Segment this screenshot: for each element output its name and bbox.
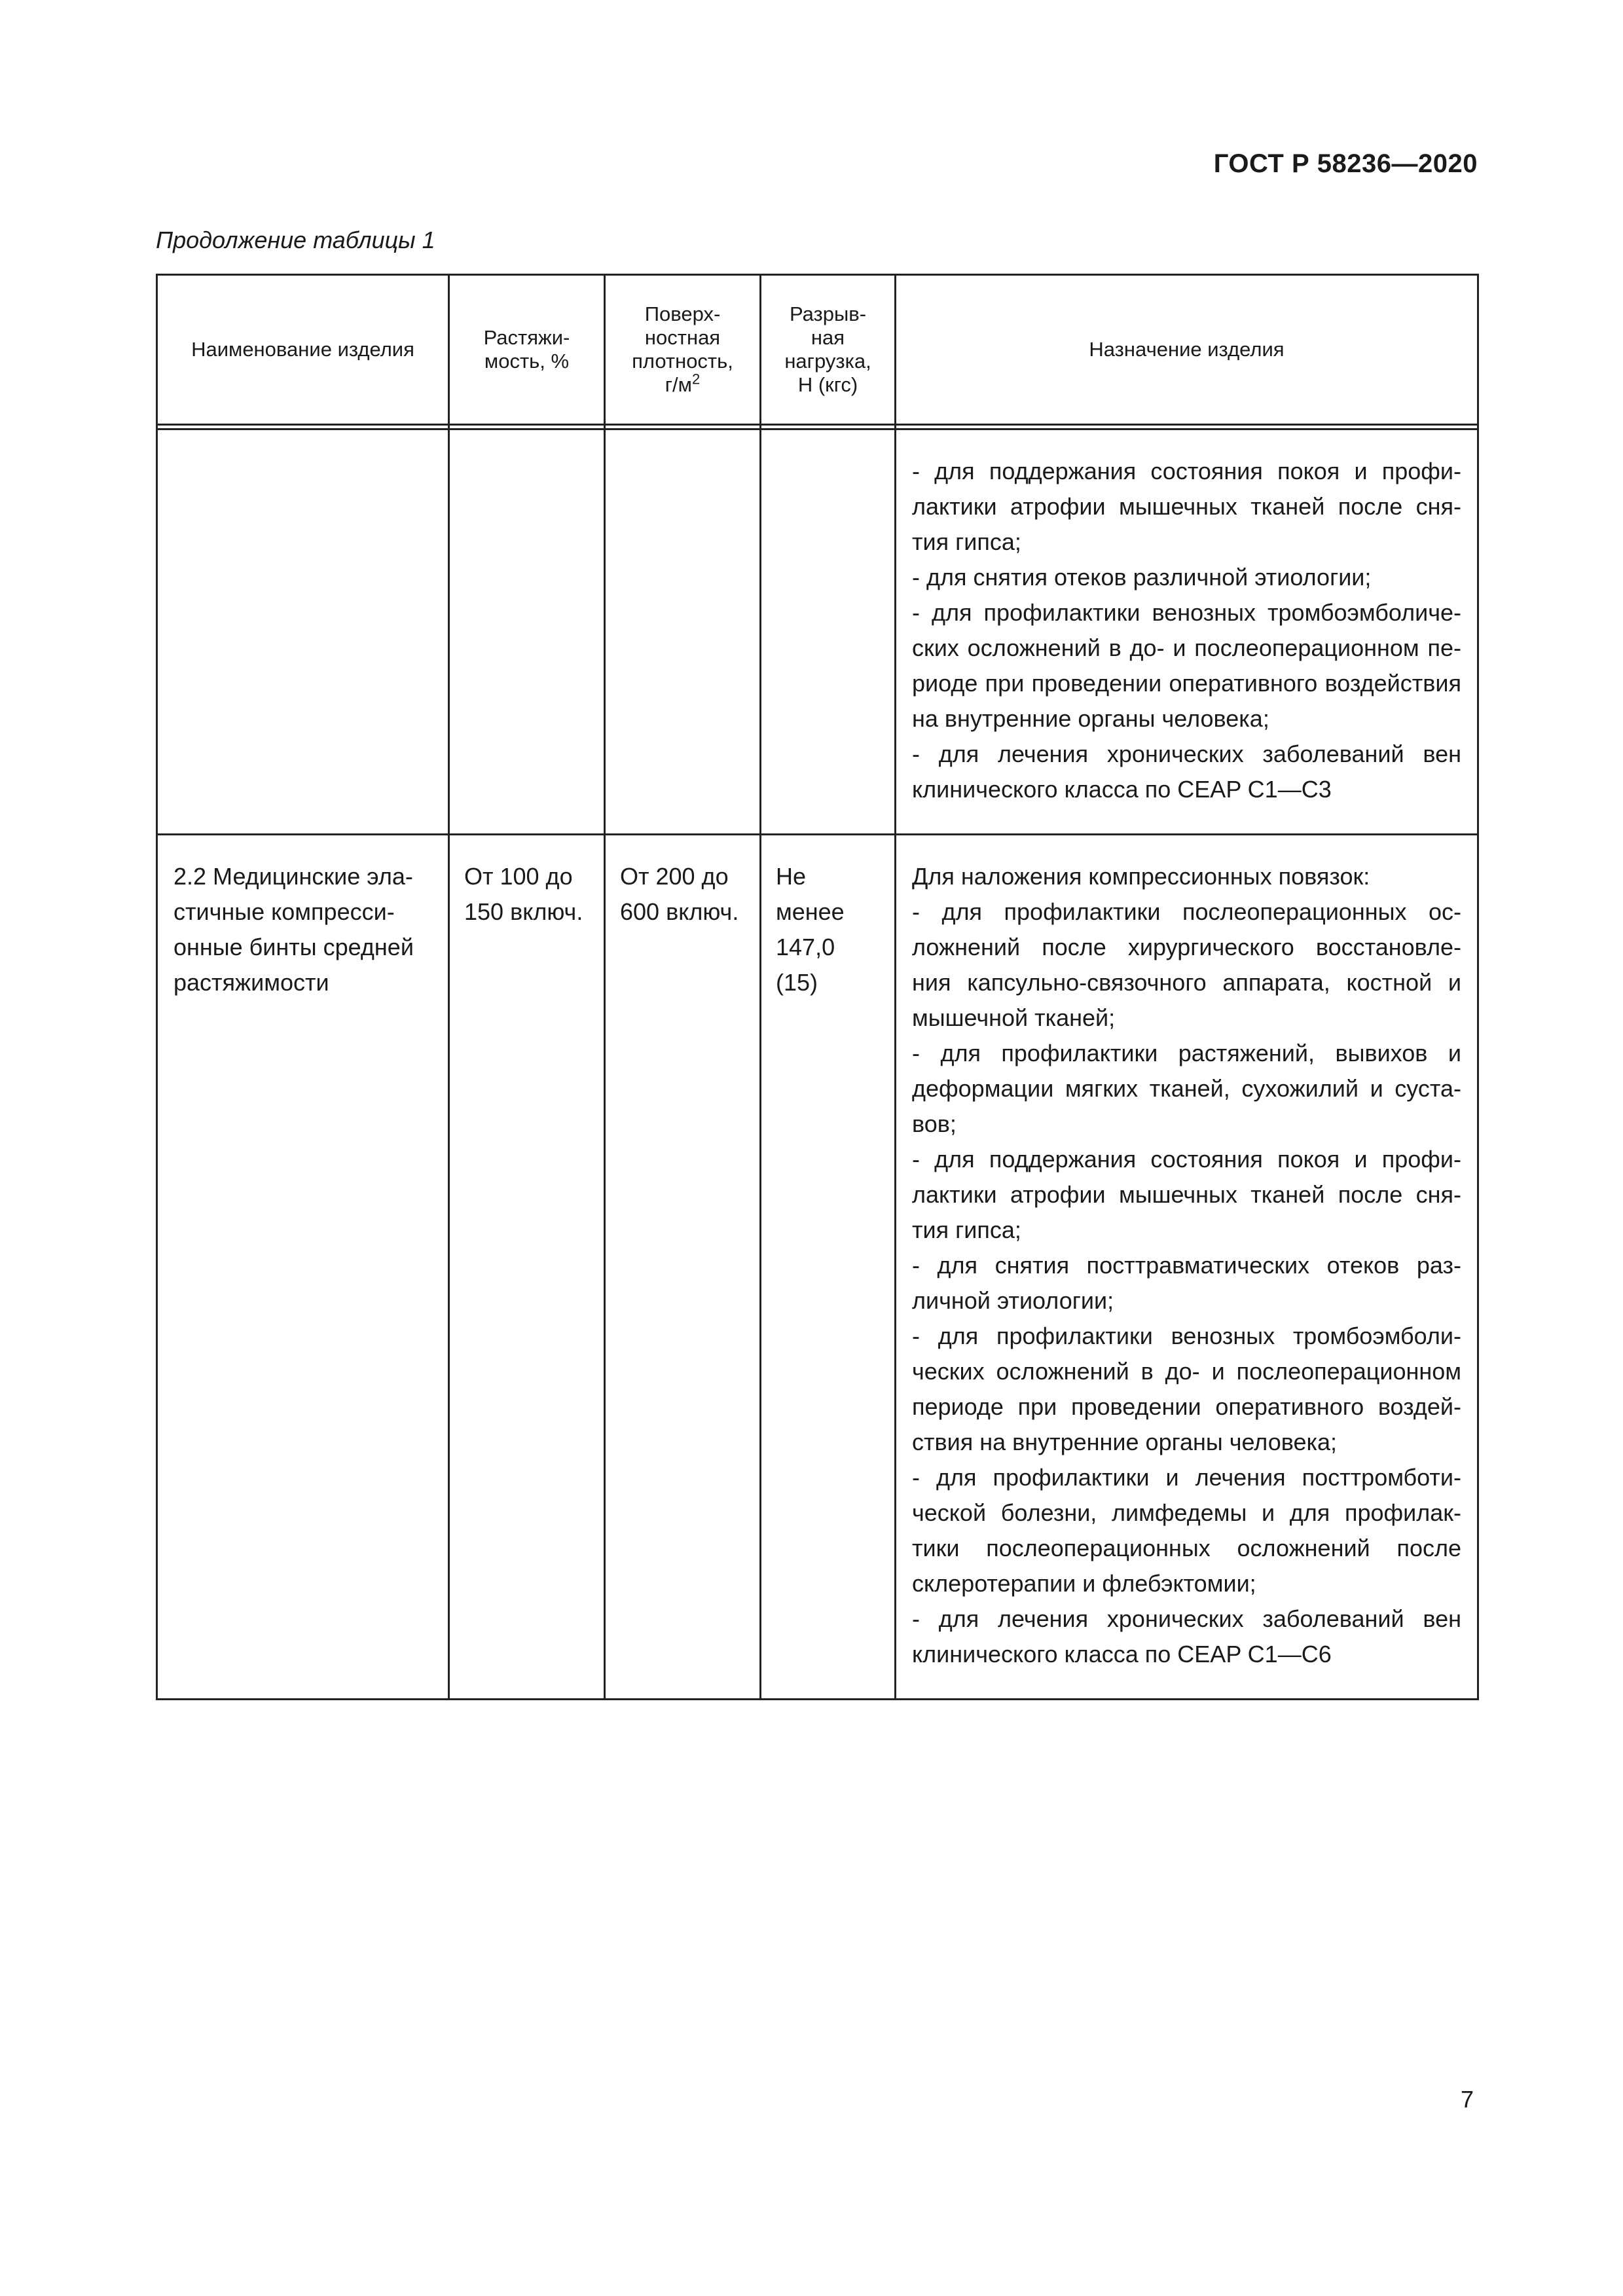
cell-breaking-load-line: Не [776,863,807,890]
page-number: 7 [1460,2086,1474,2113]
cell-purpose-line: тия гипса; [912,1216,1021,1243]
table-row [157,429,1478,835]
cell-breaking-load [761,835,896,1700]
cell-purpose-line: тия гипса; [912,528,1021,555]
header-separator [157,425,1478,429]
cell-elongation-line: 150 включ. [464,898,583,925]
cell-product-name-line: 2.2 Медицинские эла- [173,863,413,890]
cell-purpose-line: Для наложения компрессионных повязок: [912,863,1370,890]
cell-purpose-line: клинического класса по CEAP С1—С6 [912,1641,1332,1667]
cell-purpose-line: деформации мягких тканей, сухожилий и суста- [912,1075,1461,1102]
cell-purpose-line: лактики атрофии мышечных тканей после сня- [912,493,1461,520]
cell-purpose-line: ских осложнений в до- и послеоперационном пе- [912,634,1461,661]
cell-product-name-line: стичные компресси- [173,898,395,925]
cell-purpose-line: на внутренние органы человека; [912,705,1269,732]
cell-purpose [896,429,1478,835]
cell-purpose-line: ния капсульно-связочного аппарата, костной и [912,969,1461,996]
header-elongation: Растяжи- мость, % [449,275,605,425]
cell-product-name [157,835,449,1700]
header-surface-density: Поверх- ностная плотность, $г/м^2$ [605,275,761,425]
cell-purpose-line: тики послеоперационных осложнений после [912,1535,1461,1561]
document-code: ГОСТ Р 58236—2020 [1213,149,1478,178]
cell-purpose-line: - для лечения хронических заболеваний вен [912,740,1461,767]
cell-purpose-line: - для профилактики венозных тромбоэмболиче- [912,599,1461,626]
cell-purpose-line: клинического класса по CEAP С1—С3 [912,776,1332,803]
cell-breaking-load-line: менее [776,898,845,925]
cell-elongation-line: От 100 до [464,863,573,890]
cell-purpose-line: мышечной тканей; [912,1004,1116,1031]
cell-purpose-line: периоде при проведении оперативного воздей- [912,1393,1461,1420]
cell-purpose-line: - для поддержания состояния покоя и профи- [912,458,1461,484]
table-header-row [157,275,1478,425]
cell-elongation [449,429,605,835]
cell-product-name-line: онные бинты средней [173,934,414,960]
cell-purpose-line: ложнений после хирургического восстановле- [912,934,1461,960]
cell-purpose [896,835,1478,1700]
cell-purpose-line: - для снятия отеков различной этиологии; [912,564,1372,591]
table-row [157,835,1478,1700]
cell-purpose-line: склеротерапии и флебэктомии; [912,1570,1256,1597]
cell-purpose-line: - для профилактики растяжений, вывихов и [912,1040,1461,1066]
cell-purpose-line: риоде при проведении оперативного воздействия [912,670,1461,697]
cell-purpose-line: ческих осложнений в до- и послеоперационном [912,1358,1461,1385]
cell-surface-density-line: 600 включ. [620,898,739,925]
header-product-name: Наименование изделия [157,275,449,425]
cell-product-name-line: растяжимости [173,969,329,996]
cell-purpose-line: ствия на внутренние органы человека; [912,1429,1338,1455]
cell-surface-density [605,835,761,1700]
cell-breaking-load [761,429,896,835]
density-unit: г/м [665,373,692,396]
cell-breaking-load-line: 147,0 [776,934,835,960]
density-unit-superscript: 2 [691,371,701,388]
cell-elongation [449,835,605,1700]
specification-table [156,274,1479,1700]
cell-purpose-line: - для профилактики и лечения посттромботи- [912,1464,1461,1491]
cell-surface-density-line: От 200 до [620,863,729,890]
cell-purpose-line: - для профилактики венозных тромбоэмболи- [912,1322,1461,1349]
cell-purpose-line: ческой болезни, лимфедемы и для профилак- [912,1499,1461,1526]
table-caption: Продолжение таблицы 1 [156,227,435,253]
cell-purpose-line: - для профилактики послеоперационных ос- [912,898,1461,925]
cell-purpose-line: личной этиологии; [912,1287,1114,1314]
cell-product-name [157,429,449,835]
header-breaking-load: Разрыв- ная нагрузка, Н (кгс) [761,275,896,425]
header-purpose: Назначение изделия [896,275,1478,425]
cell-purpose-line: лактики атрофии мышечных тканей после сня- [912,1181,1461,1208]
cell-purpose-line: вов; [912,1110,957,1137]
cell-purpose-line: - для лечения хронических заболеваний вен [912,1605,1461,1632]
cell-surface-density [605,429,761,835]
cell-breaking-load-line: (15) [776,969,818,996]
cell-purpose-line: - для поддержания состояния покоя и профи- [912,1146,1461,1173]
cell-purpose-line: - для снятия посттравматических отеков раз- [912,1252,1461,1279]
